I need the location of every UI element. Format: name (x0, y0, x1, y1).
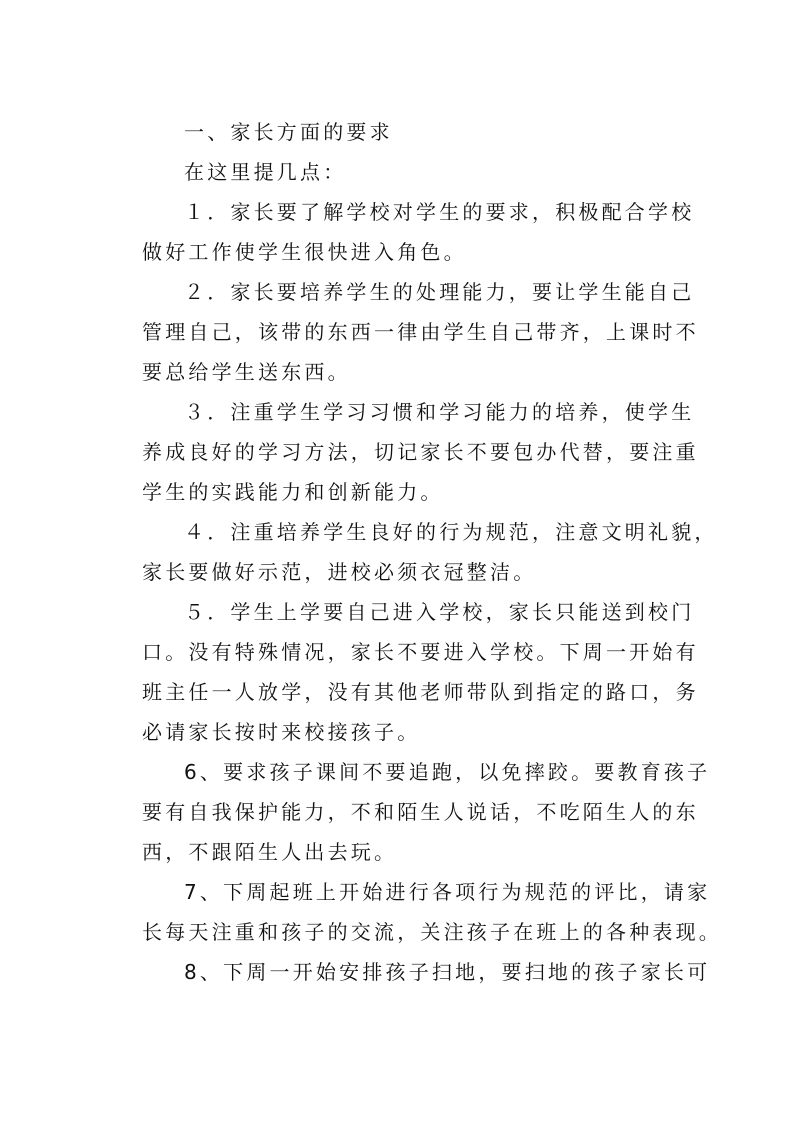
section-heading: 一、家长方面的要求 (184, 120, 393, 144)
paragraph-5 (142, 592, 699, 752)
paragraph-line: 做好工作使学生很快进入角色。 (142, 240, 467, 264)
paragraph-line: ４．注重培养学生良好的行为规范，注意文明礼貌， (184, 520, 718, 544)
paragraph-line: 8、下周一开始安排孩子扫地，要扫地的孩子家长可 (184, 960, 711, 984)
paragraph-7 (142, 872, 722, 952)
paragraph-line: 班主任一人放学，没有其他老师带队到指定的路口，务 (142, 680, 699, 704)
paragraph-line: 口。没有特殊情况，家长不要进入学校。下周一开始有 (142, 640, 699, 664)
paragraph-line: 长每天注重和孩子的交流，关注孩子在班上的各种表现。 (142, 920, 722, 944)
paragraph-line: 7、下周起班上开始进行各项行为规范的评比，请家 (184, 880, 711, 904)
intro-text: 在这里提几点： (184, 160, 347, 184)
paragraph-line: 6、要求孩子课间不要追跑，以免摔跤。要教育孩子 (184, 760, 711, 784)
paragraph-6 (142, 752, 711, 872)
paragraph-line: 西，不跟陌生人出去玩。 (142, 840, 398, 864)
paragraph-line: 养成良好的学习方法，切记家长不要包办代替，要注重 (142, 440, 699, 464)
paragraph-line: 管理自己，该带的东西一律由学生自己带齐，上课时不 (142, 320, 699, 344)
paragraph-line: 学生的实践能力和创新能力。 (142, 480, 444, 504)
paragraph-line: 必请家长按时来校接孩子。 (142, 720, 421, 744)
paragraph-2 (142, 272, 699, 392)
paragraph-1 (142, 192, 695, 272)
paragraph-3 (142, 392, 699, 512)
paragraph-line: 家长要做好示范，进校必须衣冠整洁。 (142, 560, 537, 584)
paragraph-line: 要有自我保护能力，不和陌生人说话，不吃陌生人的东 (142, 800, 699, 824)
document-body (142, 112, 722, 992)
paragraph-4 (142, 512, 718, 592)
paragraph-line: ５．学生上学要自己进入学校，家长只能送到校门 (184, 600, 695, 624)
paragraph-8 (142, 952, 711, 992)
paragraph-line: ３．注重学生学习习惯和学习能力的培养，使学生 (184, 400, 695, 424)
paragraph-line: 要总给学生送东西。 (142, 360, 351, 384)
paragraph-line: １．家长要了解学校对学生的要求，积极配合学校 (184, 200, 695, 224)
paragraph-line: ２．家长要培养学生的处理能力，要让学生能自己 (184, 280, 695, 304)
